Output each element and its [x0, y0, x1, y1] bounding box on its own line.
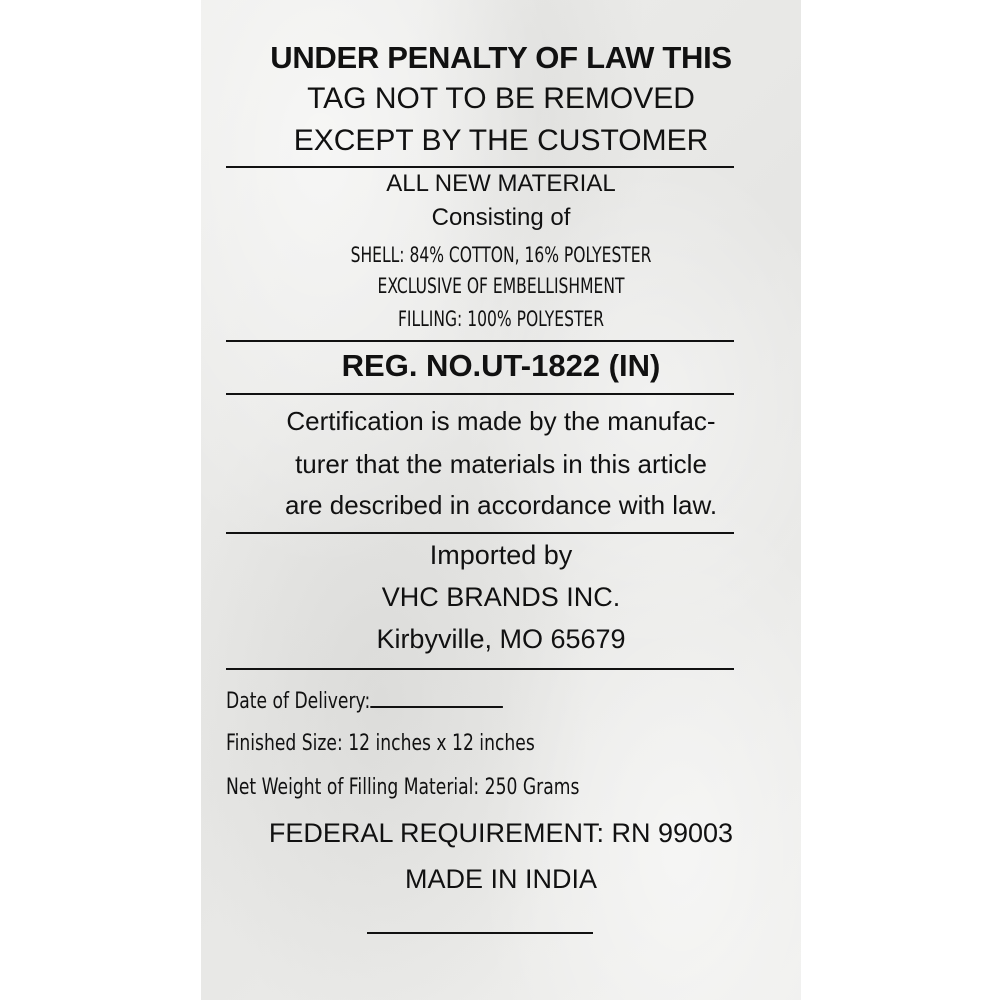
header-line-2: TAG NOT TO BE REMOVED — [307, 82, 695, 115]
material-line-2: Consisting of — [431, 204, 571, 231]
registration-number: REG. NO.UT-1822 (IN) — [341, 348, 661, 383]
divider-2 — [226, 340, 734, 342]
delivery-date-label: Date of Delivery: — [226, 689, 371, 714]
importer-line-3: Kirbyville, MO 65679 — [376, 624, 626, 654]
finished-size: Finished Size: 12 inches x 12 inches — [226, 731, 535, 756]
material-filling: FILLING: 100% POLYESTER — [397, 307, 605, 331]
federal-requirement: FEDERAL REQUIREMENT: RN 99003 — [268, 818, 734, 848]
material-shell: SHELL: 84% COTTON, 16% POLYESTER — [350, 243, 652, 267]
header-line-1: UNDER PENALTY OF LAW THIS — [270, 40, 732, 75]
material-line-1: ALL NEW MATERIAL — [386, 170, 616, 197]
filling-weight: Net Weight of Filling Material: 250 Grams — [226, 775, 580, 800]
divider-5 — [226, 668, 734, 670]
law-tag — [201, 0, 801, 1000]
country-of-origin: MADE IN INDIA — [404, 864, 598, 894]
certification-line-2: turer that the materials in this article — [295, 449, 707, 479]
signature-line — [367, 932, 593, 934]
divider-1 — [226, 166, 734, 168]
certification-line-3: are described in accordance with law. — [284, 490, 718, 520]
delivery-date-row — [226, 684, 503, 714]
divider-4 — [226, 532, 734, 534]
importer-line-2: VHC BRANDS INC. — [381, 582, 621, 612]
divider-3 — [226, 393, 734, 395]
header-line-3: EXCEPT BY THE CUSTOMER — [293, 124, 709, 157]
certification-line-1: Certification is made by the manufac- — [286, 406, 716, 436]
delivery-date-blank — [370, 684, 503, 708]
importer-line-1: Imported by — [429, 540, 573, 570]
material-exclusive: EXCLUSIVE OF EMBELLISHMENT — [377, 274, 625, 298]
